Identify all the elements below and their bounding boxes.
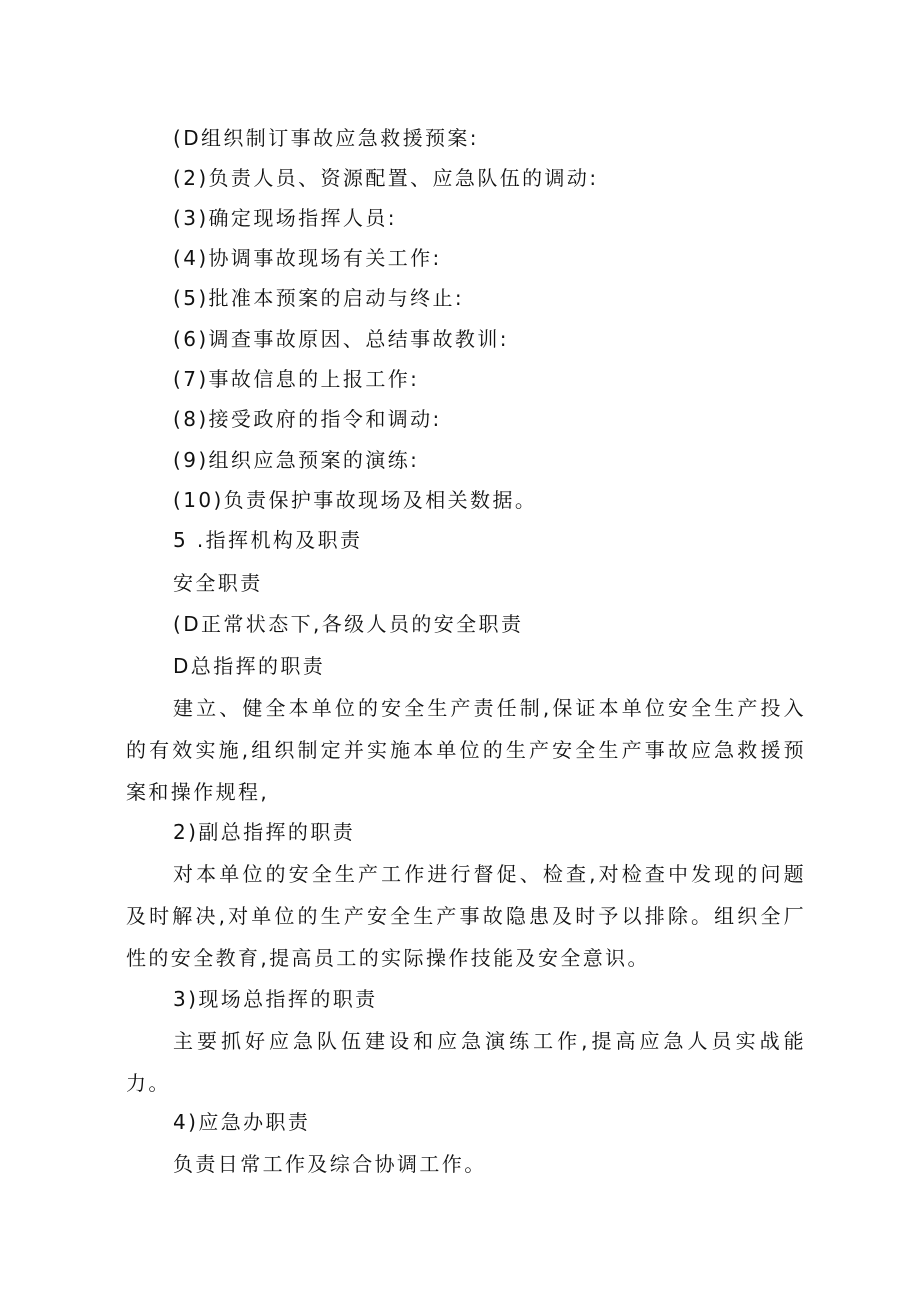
role-text-deputy-commander: 对本单位的安全生产工作进行督促、检查,对检查中发现的问题及时解决,对单位的生产安全生产事故隐患及时予以排除。组织全厂性的安全教育,提高员工的实际操作技能及安全意识。 xyxy=(126,862,806,970)
list-item: (6)调查事故原因、总结事故教训: xyxy=(173,327,509,351)
list-item: (2)负责人员、资源配置、应急队伍的调动: xyxy=(173,166,599,190)
list-item: (4)协调事故现场有关工作: xyxy=(173,246,442,270)
list-item: (8)接受政府的指令和调动: xyxy=(173,407,442,431)
role-title-commander: D总指挥的职责 xyxy=(173,654,326,678)
role-title-emergency-office: 4)应急办职责 xyxy=(173,1110,311,1134)
role-title-deputy-commander: 2)副总指挥的职责 xyxy=(173,820,356,844)
list-item: (3)确定现场指挥人员: xyxy=(173,206,397,230)
list-item: (10)负责保护事故现场及相关数据。 xyxy=(173,488,538,512)
list-item: (D组织制订事故应急救援预案: xyxy=(173,126,479,150)
normal-state-heading: (D正常状态下,各级人员的安全职责 xyxy=(173,612,524,636)
sub-heading: 安全职责 xyxy=(173,571,263,595)
role-text-commander: 建立、健全本单位的安全生产责任制,保证本单位安全生产投入的有效实施,组织制定并实施本单位的生产安全生产事故应急救援预案和操作规程, xyxy=(126,696,806,804)
section-heading: 5 .指挥机构及职责 xyxy=(173,528,363,552)
list-item: (7)事故信息的上报工作: xyxy=(173,367,420,391)
role-text-emergency-office: 负责日常工作及综合协调工作。 xyxy=(173,1152,487,1176)
list-item: (5)批准本预案的启动与终止: xyxy=(173,286,465,310)
list-item: (9)组织应急预案的演练: xyxy=(173,448,420,472)
role-title-site-commander: 3)现场总指挥的职责 xyxy=(173,987,378,1011)
role-text-site-commander: 主要抓好应急队伍建设和应急演练工作,提高应急人员实战能力。 xyxy=(126,1029,806,1095)
